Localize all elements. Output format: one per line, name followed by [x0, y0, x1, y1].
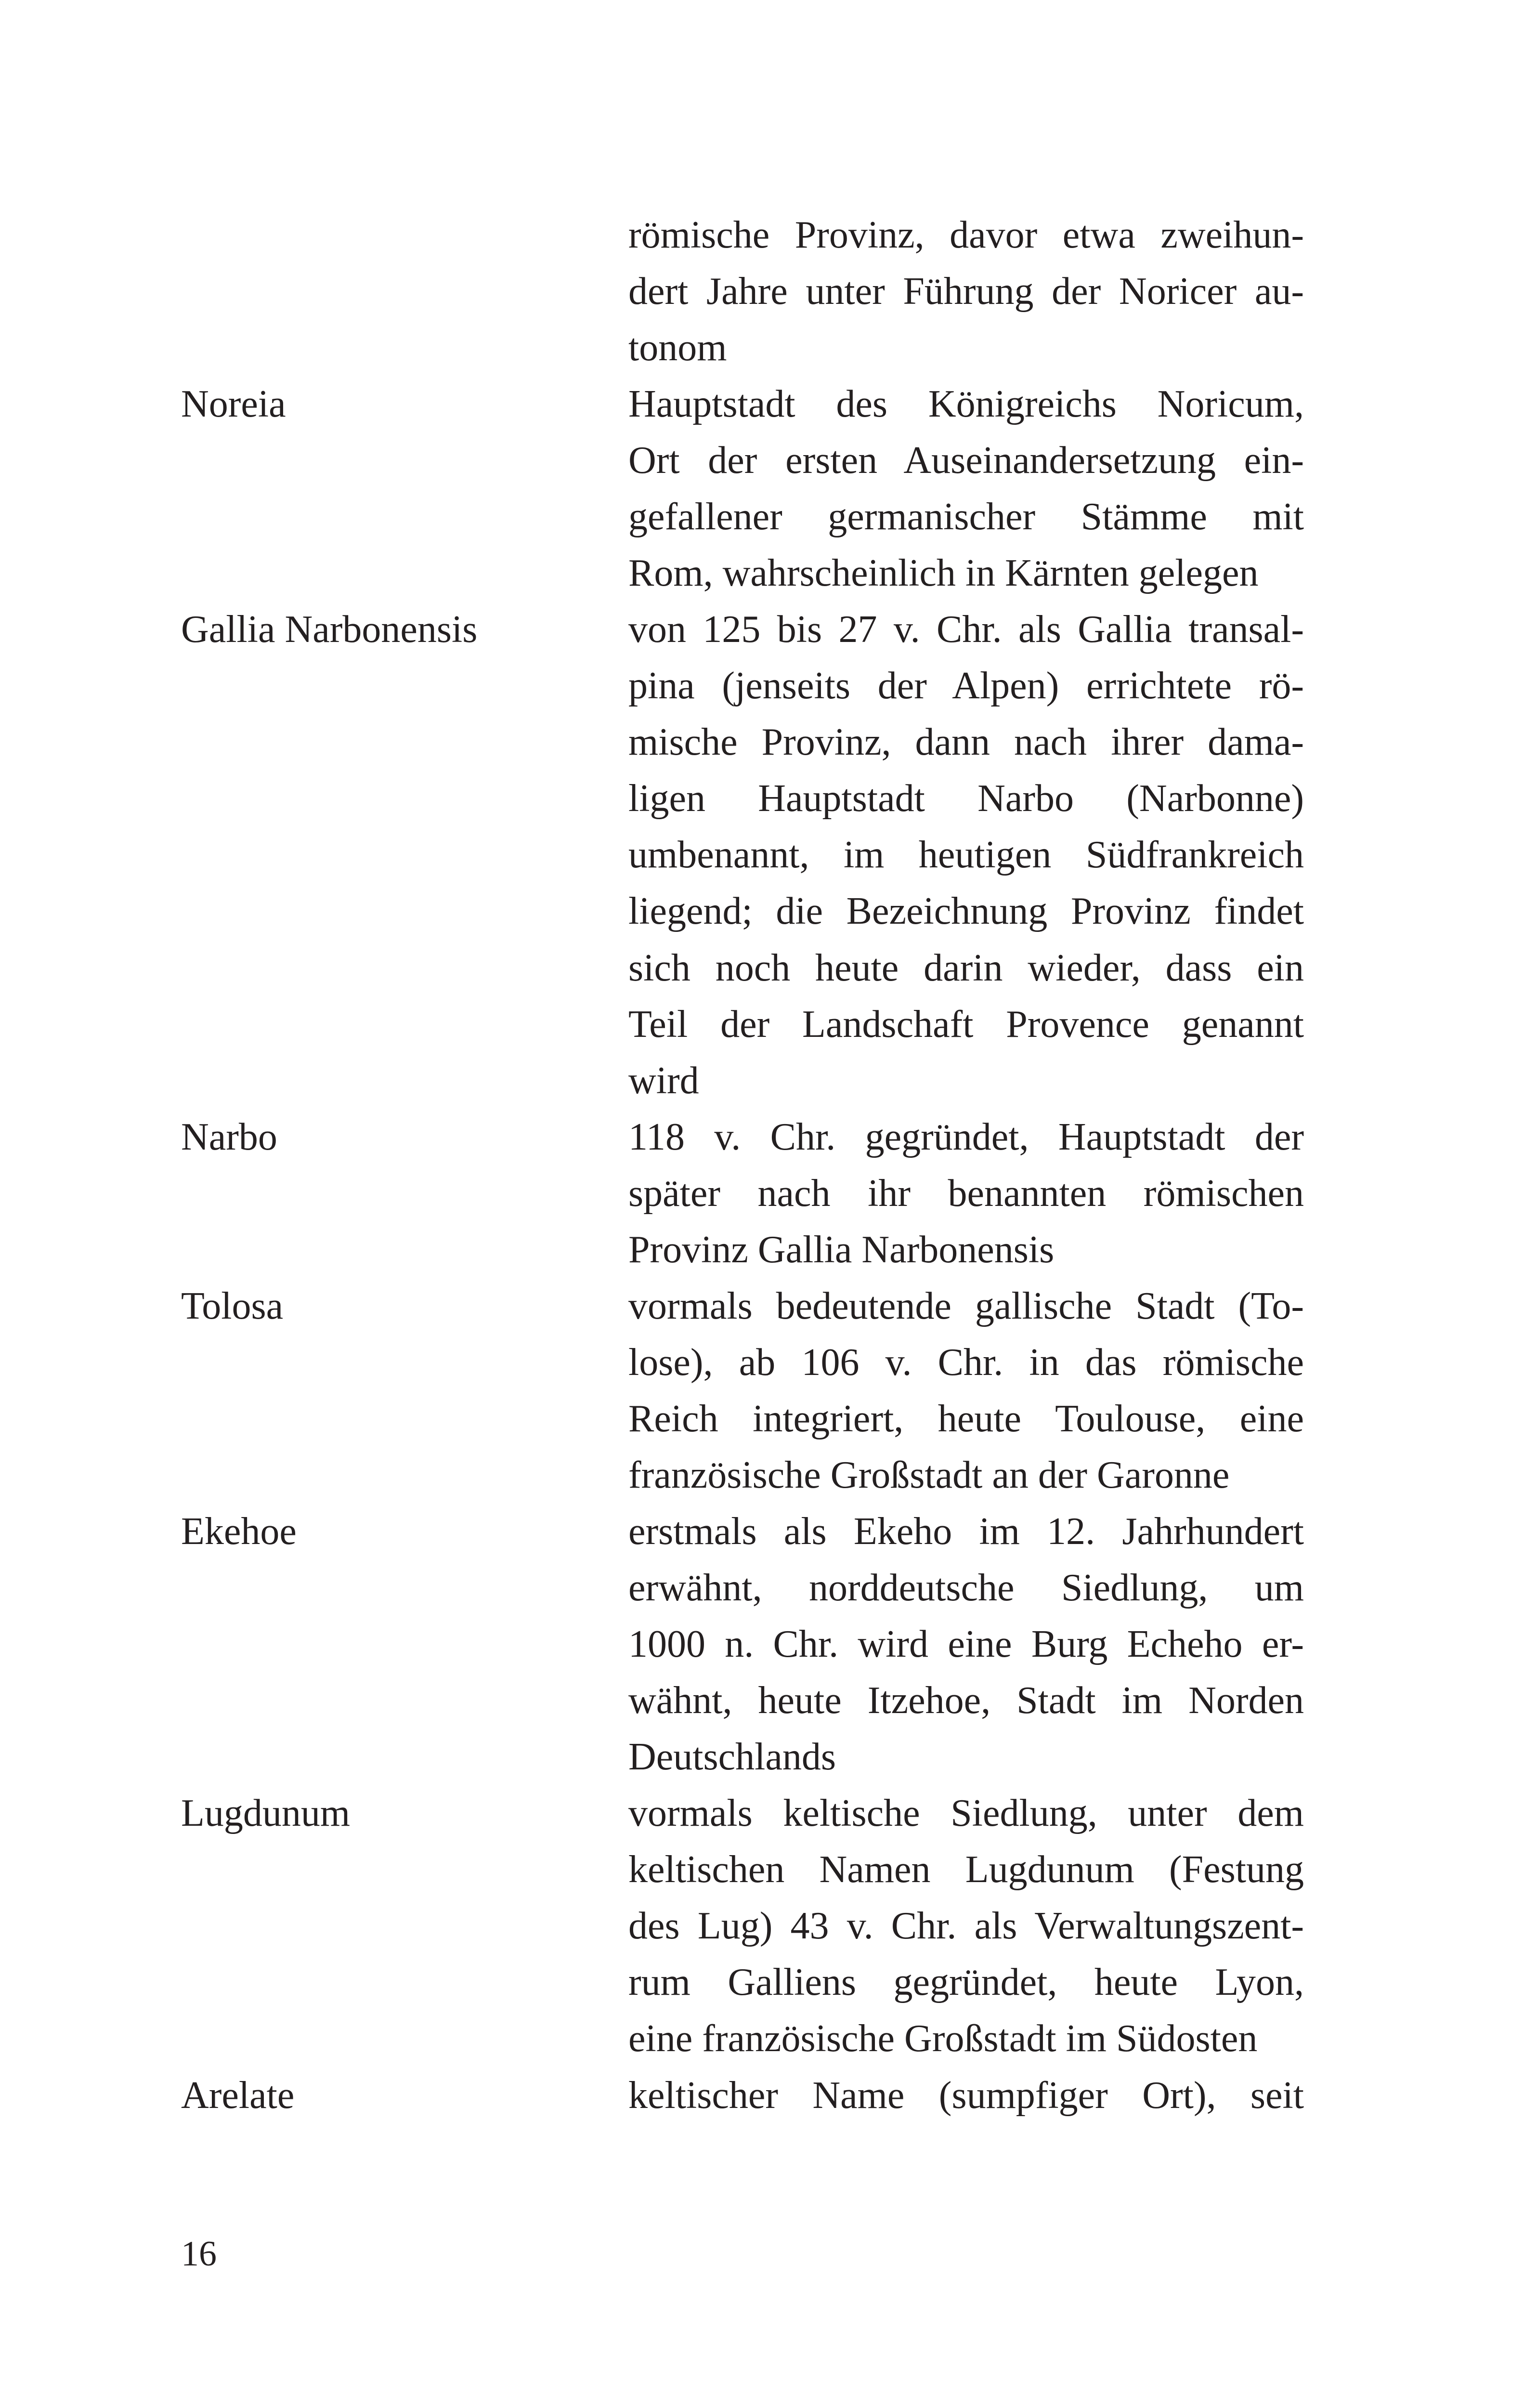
- definition-line: tonom: [628, 327, 727, 369]
- glossary-term: Arelate: [181, 2074, 295, 2117]
- definition-line: rum Galliens gegründet, heute Lyon,: [628, 1961, 1304, 2004]
- definition-line: keltischen Namen Lugdunum (Festung: [628, 1848, 1304, 1891]
- definition-line: dert Jahre unter Führung der Noricer au-: [628, 270, 1304, 313]
- definition-line: Provinz Gallia Narbonensis: [628, 1229, 1055, 1271]
- definition-line: vormals bedeutende gallische Stadt (To-: [628, 1285, 1304, 1327]
- definition-line: sich noch heute darin wieder, dass ein: [628, 946, 1304, 989]
- definition-line: Deutschlands: [628, 1736, 836, 1779]
- glossary-term: Noreia: [181, 383, 286, 425]
- glossary-definition: [628, 2068, 1304, 2124]
- glossary-definition: [628, 1504, 1304, 1785]
- definition-line: 118 v. Chr. gegründet, Hauptstadt der: [628, 1116, 1304, 1158]
- definition-line: französische Großstadt an der Garonne: [628, 1454, 1230, 1497]
- glossary-definition: [628, 1278, 1304, 1504]
- definition-line: wird: [628, 1059, 699, 1102]
- definition-line: keltischer Name (sumpfiger Ort), seit: [628, 2074, 1304, 2117]
- definition-line: wähnt, heute Itzehoe, Stadt im Norden: [628, 1679, 1304, 1722]
- glossary-definition: [628, 376, 1304, 602]
- definition-line: pina (jenseits der Alpen) errichtete rö-: [628, 665, 1304, 707]
- definition-line: Reich integriert, heute Toulouse, eine: [628, 1398, 1304, 1440]
- definition-line: Teil der Landschaft Provence genannt: [628, 1003, 1304, 1046]
- definition-line: erwähnt, norddeutsche Siedlung, um: [628, 1567, 1304, 1610]
- definition-line: Rom, wahrscheinlich in Kärnten gelegen: [628, 552, 1259, 595]
- definition-line: mische Provinz, dann nach ihrer dama-: [628, 721, 1304, 764]
- glossary-definition: [628, 602, 1304, 1109]
- definition-line: Ort der ersten Auseinandersetzung ein-: [628, 439, 1304, 482]
- definition-line: erstmals als Ekeho im 12. Jahrhundert: [628, 1510, 1304, 1553]
- glossary-term: Tolosa: [181, 1285, 284, 1327]
- definition-line: lose), ab 106 v. Chr. in das römische: [628, 1341, 1304, 1384]
- definition-line: des Lug) 43 v. Chr. als Verwaltungszent-: [628, 1905, 1304, 1948]
- definition-line: Hauptstadt des Königreichs Noricum,: [628, 383, 1304, 425]
- glossary-definition: [628, 1785, 1304, 2067]
- definition-line: umbenannt, im heutigen Südfrankreich: [628, 834, 1304, 877]
- glossary-term: Narbo: [181, 1116, 277, 1158]
- glossary-term: Gallia Narbonensis: [181, 608, 478, 651]
- definition-line: römische Provinz, davor etwa zweihun-: [628, 214, 1304, 256]
- glossary-definition: [628, 1109, 1304, 1278]
- definition-line: 1000 n. Chr. wird eine Burg Echeho er-: [628, 1623, 1304, 1666]
- glossary-term: Ekehoe: [181, 1510, 297, 1553]
- definition-line: liegend; die Bezeichnung Provinz findet: [628, 890, 1304, 933]
- glossary-term: Lugdunum: [181, 1792, 351, 1834]
- definition-line: von 125 bis 27 v. Chr. als Gallia transal-: [628, 608, 1304, 651]
- definition-line: ligen Hauptstadt Narbo (Narbonne): [628, 777, 1304, 820]
- definition-line: eine französische Großstadt im Südosten: [628, 2017, 1258, 2060]
- definition-line: später nach ihr benannten römischen: [628, 1172, 1304, 1215]
- definition-line: gefallener germanischer Stämme mit: [628, 496, 1304, 538]
- page-number: 16: [181, 2234, 217, 2274]
- glossary-definition: [628, 207, 1304, 376]
- definition-line: vormals keltische Siedlung, unter dem: [628, 1792, 1304, 1834]
